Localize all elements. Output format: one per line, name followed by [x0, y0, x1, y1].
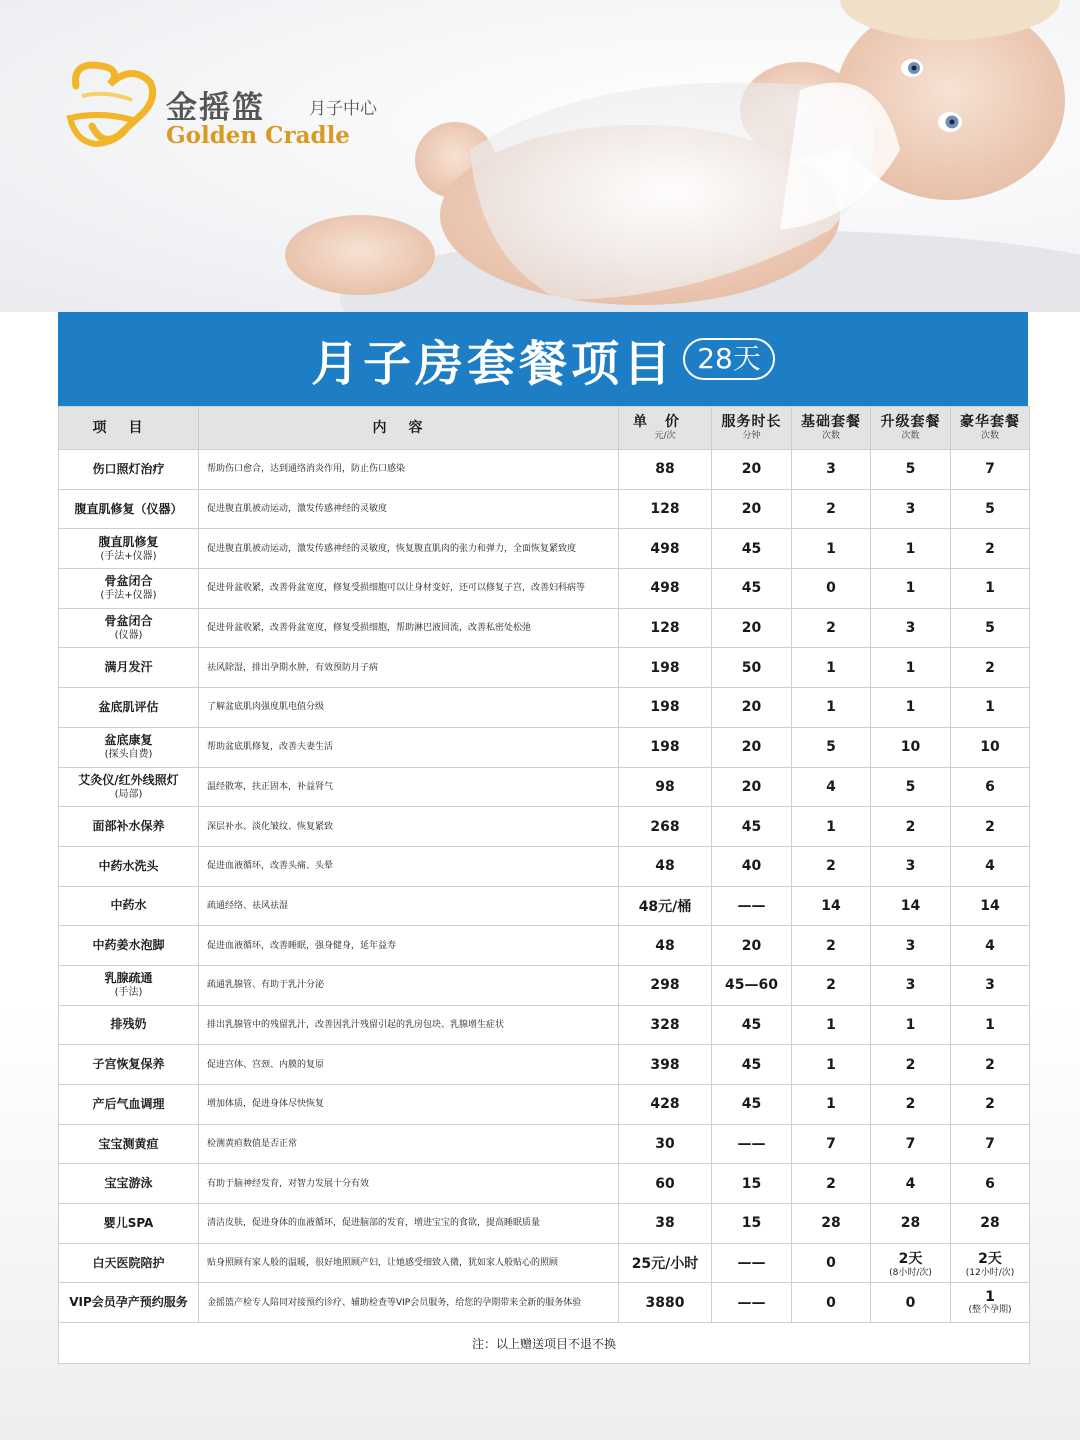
item-price: 198 [619, 648, 712, 688]
item-name: 宝宝游泳 [104, 1176, 153, 1191]
item-name: 中药姜水泡脚 [92, 938, 165, 953]
upgrade-count: 28 [900, 1215, 921, 1232]
item-description: 了解盆底肌肉强度肌电值分级 [199, 688, 619, 728]
item-name: 盆底康复 [104, 733, 153, 748]
item-name-cell [59, 569, 199, 609]
luxury-count-cell [951, 1045, 1030, 1085]
item-name: 满月发汗 [104, 660, 153, 675]
basic-count: 1 [826, 540, 836, 557]
item-price: 198 [619, 688, 712, 728]
upgrade-count-note: (8小时/次) [889, 1267, 932, 1278]
item-price: 128 [619, 608, 712, 648]
luxury-count-cell [951, 767, 1030, 807]
upgrade-count: 1 [905, 540, 916, 557]
item-description: 促进腹直肌被动运动，激发传感神经的灵敏度 [199, 489, 619, 529]
basic-count-cell [792, 1005, 871, 1045]
upgrade-count: 3 [905, 858, 916, 875]
table-row [59, 529, 1030, 569]
item-duration: —— [712, 1243, 792, 1283]
item-name-cell [59, 1124, 199, 1164]
item-duration: 45 [712, 569, 792, 609]
table-row [59, 1085, 1030, 1125]
basic-count-cell [792, 807, 871, 847]
item-name: 排残奶 [110, 1017, 147, 1032]
luxury-count: 1 [985, 1289, 995, 1306]
item-name: 艾灸仪/红外线照灯 [78, 772, 179, 787]
luxury-count-cell [951, 450, 1030, 490]
item-name: 婴儿SPA [103, 1215, 154, 1230]
luxury-count-cell [951, 727, 1030, 767]
item-duration: 45 [712, 1005, 792, 1045]
upgrade-count: 2 [905, 818, 916, 835]
item-duration: 20 [712, 767, 792, 807]
item-name: 骨盆闭合 [104, 614, 153, 629]
item-duration: —— [712, 1283, 792, 1323]
header-duration: 服务时长 分钟 [712, 407, 792, 450]
item-price: 38 [619, 1204, 712, 1244]
luxury-count-cell [951, 1124, 1030, 1164]
upgrade-count-cell [871, 965, 951, 1005]
basic-count-cell [792, 926, 871, 966]
luxury-count-cell [951, 846, 1030, 886]
item-duration: 20 [712, 727, 792, 767]
table-row [59, 807, 1030, 847]
item-name-note: (局部) [114, 788, 143, 800]
title-banner [58, 312, 1028, 406]
upgrade-count: 3 [905, 501, 916, 518]
basic-count-cell [792, 489, 871, 529]
logo-name-cn: 金摇篮 [166, 90, 265, 126]
item-description: 祛风除湿，排出孕期水肿，有效预防月子病 [199, 648, 619, 688]
item-price: 328 [619, 1005, 712, 1045]
header-price: 单价 元/次 [619, 407, 712, 450]
item-name-cell [59, 1283, 199, 1323]
item-description: 深层补水、淡化皱纹、恢复紧致 [199, 807, 619, 847]
upgrade-count: 0 [905, 1294, 916, 1311]
item-price: 428 [619, 1085, 712, 1125]
item-duration: 15 [712, 1204, 792, 1244]
basic-count: 2 [826, 937, 836, 954]
item-description: 金摇篮产检专人陪同对接预约诊疗、辅助检查等VIP会员服务，给您的孕期带来全新的服务体验 [199, 1283, 619, 1323]
luxury-count-note: (整个孕期) [968, 1305, 1012, 1316]
item-name-cell [59, 846, 199, 886]
basic-count: 14 [821, 897, 841, 914]
item-name: 白天医院陪护 [92, 1255, 165, 1270]
item-name: 产后气血调理 [92, 1096, 165, 1111]
table-row [59, 926, 1030, 966]
basic-count-cell [792, 1283, 871, 1323]
item-description: 清洁皮肤，促进身体的血液循环，促进脑部的发育，增进宝宝的食欲，提高睡眠质量 [199, 1204, 619, 1244]
basic-count: 1 [826, 1096, 836, 1113]
upgrade-count-cell [871, 648, 951, 688]
table-row [59, 1164, 1030, 1204]
item-name-cell [59, 767, 199, 807]
luxury-count-cell [951, 1283, 1030, 1323]
item-duration: 15 [712, 1164, 792, 1204]
logo-name-en: Golden Cradle [166, 122, 350, 149]
table-row [59, 1045, 1030, 1085]
item-name-cell [59, 965, 199, 1005]
item-duration: 50 [712, 648, 792, 688]
basic-count: 1 [826, 1016, 836, 1033]
basic-count-cell [792, 529, 871, 569]
upgrade-count-cell [871, 1085, 951, 1125]
basic-count: 5 [826, 739, 836, 756]
table-row [59, 846, 1030, 886]
upgrade-count-cell [871, 1243, 951, 1283]
upgrade-count: 3 [905, 620, 916, 637]
upgrade-count: 2天 [898, 1250, 923, 1267]
item-name-cell [59, 608, 199, 648]
upgrade-count-cell [871, 926, 951, 966]
upgrade-count: 5 [905, 461, 916, 478]
basic-count-cell [792, 608, 871, 648]
luxury-count-cell [951, 1164, 1030, 1204]
item-name: 中药水 [110, 898, 147, 913]
luxury-count: 5 [985, 620, 995, 637]
luxury-count: 14 [980, 897, 1000, 914]
luxury-count-cell [951, 926, 1030, 966]
luxury-count-cell [951, 489, 1030, 529]
upgrade-count: 3 [905, 937, 916, 954]
luxury-count-cell [951, 1243, 1030, 1283]
table-row [59, 489, 1030, 529]
upgrade-count-cell [871, 1045, 951, 1085]
basic-count-cell [792, 767, 871, 807]
upgrade-count-cell [871, 529, 951, 569]
table-header [59, 407, 1030, 450]
upgrade-count-cell [871, 1124, 951, 1164]
table-row [59, 1283, 1030, 1323]
table-row [59, 648, 1030, 688]
luxury-count: 28 [980, 1215, 1000, 1232]
header-upgrade: 升级套餐 次数 [871, 407, 951, 450]
item-price: 498 [619, 569, 712, 609]
item-price: 60 [619, 1164, 712, 1204]
header-luxury: 豪华套餐 次数 [951, 407, 1030, 450]
upgrade-count-cell [871, 450, 951, 490]
upgrade-count: 4 [905, 1175, 916, 1192]
basic-count-cell [792, 450, 871, 490]
item-name-cell [59, 886, 199, 926]
item-name-cell [59, 1085, 199, 1125]
item-description: 温经散寒，扶正固本，补益肾气 [199, 767, 619, 807]
item-name-cell [59, 1164, 199, 1204]
luxury-count: 1 [985, 580, 995, 597]
item-duration: —— [712, 1124, 792, 1164]
upgrade-count-cell [871, 767, 951, 807]
header-content: 内容 [199, 407, 619, 450]
table-row [59, 450, 1030, 490]
upgrade-count-cell [871, 608, 951, 648]
basic-count-cell [792, 1204, 871, 1244]
item-duration: 20 [712, 608, 792, 648]
item-name: 面部补水保养 [92, 819, 165, 834]
upgrade-count: 7 [905, 1136, 916, 1153]
item-duration: —— [712, 886, 792, 926]
luxury-count: 2 [985, 659, 995, 676]
upgrade-count: 1 [905, 699, 916, 716]
luxury-count-cell [951, 1204, 1030, 1244]
upgrade-count-cell [871, 807, 951, 847]
item-price: 198 [619, 727, 712, 767]
luxury-count: 2 [985, 1056, 995, 1073]
table-row [59, 886, 1030, 926]
item-name-cell [59, 1243, 199, 1283]
item-price: 398 [619, 1045, 712, 1085]
item-description: 贴身照顾有家人般的温暖，很好地照顾产妇，让她感受细致入微，犹如家人般贴心的照顾 [199, 1243, 619, 1283]
basic-count-cell [792, 688, 871, 728]
item-name-cell [59, 727, 199, 767]
basic-count: 1 [826, 1056, 836, 1073]
basic-count-cell [792, 1124, 871, 1164]
table-row [59, 569, 1030, 609]
item-duration: 20 [712, 688, 792, 728]
item-price: 48 [619, 926, 712, 966]
basic-count-cell [792, 727, 871, 767]
basic-count: 2 [826, 977, 836, 994]
upgrade-count-cell [871, 489, 951, 529]
upgrade-count: 10 [900, 739, 921, 756]
cradle-logo-icon [62, 56, 162, 156]
item-duration: 45 [712, 1045, 792, 1085]
basic-count: 2 [826, 620, 836, 637]
basic-count: 2 [826, 501, 836, 518]
item-description: 促进血液循环，改善睡眠，强身健身，延年益寿 [199, 926, 619, 966]
item-description: 促进腹直肌被动运动，激发传感神经的灵敏度，恢复腹直肌肉的张力和弹力，全面恢复紧致度 [199, 529, 619, 569]
item-name-note: (手法+仪器) [100, 550, 157, 562]
basic-count: 2 [826, 858, 836, 875]
luxury-count-cell [951, 569, 1030, 609]
item-name: 中药水洗头 [98, 858, 159, 873]
luxury-count-cell [951, 1005, 1030, 1045]
table-body [59, 450, 1030, 1323]
luxury-count-cell [951, 688, 1030, 728]
basic-count-cell [792, 1045, 871, 1085]
item-name: 伤口照灯治疗 [92, 461, 165, 476]
luxury-count: 7 [985, 461, 995, 478]
item-description: 促进血液循环，改善头痛、头晕 [199, 846, 619, 886]
item-duration: 40 [712, 846, 792, 886]
upgrade-count-cell [871, 886, 951, 926]
item-description: 有助于脑神经发育，对智力发展十分有效 [199, 1164, 619, 1204]
item-duration: 20 [712, 926, 792, 966]
item-name-cell [59, 648, 199, 688]
item-name: 腹直肌修复（仪器） [74, 501, 183, 516]
luxury-count: 6 [985, 778, 995, 795]
item-description: 增加体质，促进身体尽快恢复 [199, 1085, 619, 1125]
luxury-count: 3 [985, 977, 995, 994]
basic-count-cell [792, 1164, 871, 1204]
luxury-count-cell [951, 807, 1030, 847]
table-note: 注：以上赠送项目不退不换 [59, 1323, 1030, 1364]
item-name: 宝宝测黄疸 [98, 1136, 159, 1151]
item-description: 疏通经络、祛风祛湿 [199, 886, 619, 926]
upgrade-count: 3 [905, 977, 916, 994]
item-price: 48 [619, 846, 712, 886]
item-description: 帮助盆底肌修复，改善夫妻生活 [199, 727, 619, 767]
luxury-count-cell [951, 1085, 1030, 1125]
upgrade-count-cell [871, 1204, 951, 1244]
basic-count: 4 [826, 778, 836, 795]
item-name-cell [59, 1204, 199, 1244]
luxury-count-cell [951, 608, 1030, 648]
luxury-count: 2 [985, 818, 995, 835]
item-name: VIP会员孕产预约服务 [69, 1295, 188, 1310]
luxury-count-cell [951, 886, 1030, 926]
luxury-count: 4 [985, 937, 995, 954]
item-name: 子宫恢复保养 [92, 1057, 165, 1072]
item-name-note: (手法) [114, 987, 143, 999]
table-row [59, 608, 1030, 648]
item-duration: 45 [712, 807, 792, 847]
upgrade-count: 1 [905, 659, 916, 676]
luxury-count: 6 [985, 1175, 995, 1192]
item-name-note: (手法+仪器) [100, 590, 157, 602]
upgrade-count: 2 [905, 1056, 916, 1073]
item-price: 3880 [619, 1283, 712, 1323]
item-duration: 20 [712, 489, 792, 529]
package-table [58, 406, 1030, 1364]
item-price: 128 [619, 489, 712, 529]
upgrade-count-cell [871, 727, 951, 767]
page-title: 月子房套餐项目 [311, 335, 676, 392]
item-name: 腹直肌修复 [98, 534, 159, 549]
item-description: 排出乳腺管中的残留乳汁，改善因乳汁残留引起的乳房包块、乳腺增生症状 [199, 1005, 619, 1045]
duration-badge: 28天 [683, 338, 775, 380]
item-description: 检测黄疸数值是否正常 [199, 1124, 619, 1164]
item-price: 25元/小时 [619, 1243, 712, 1283]
table-row [59, 727, 1030, 767]
luxury-count-note: (12小时/次) [965, 1267, 1015, 1278]
luxury-count: 7 [985, 1136, 995, 1153]
basic-count: 0 [826, 1294, 836, 1311]
basic-count: 1 [826, 659, 836, 676]
item-name-cell [59, 926, 199, 966]
table-row [59, 1243, 1030, 1283]
basic-count: 2 [826, 1175, 836, 1192]
luxury-count-cell [951, 648, 1030, 688]
basic-count-cell [792, 1085, 871, 1125]
baby-photo [0, 0, 1080, 312]
logo-subtitle: 月子中心 [309, 99, 377, 119]
luxury-count: 2天 [978, 1250, 1002, 1267]
luxury-count: 5 [985, 501, 995, 518]
luxury-count: 1 [985, 699, 995, 716]
hero-banner [0, 0, 1080, 312]
basic-count-cell [792, 846, 871, 886]
upgrade-count-cell [871, 1005, 951, 1045]
item-price: 298 [619, 965, 712, 1005]
basic-count: 0 [826, 580, 836, 597]
header-basic: 基础套餐 次数 [792, 407, 871, 450]
item-name-cell [59, 529, 199, 569]
item-name: 乳腺疏通 [104, 971, 153, 986]
upgrade-count-cell [871, 1283, 951, 1323]
luxury-count: 2 [985, 540, 995, 557]
item-description: 疏通乳腺管、有助于乳汁分泌 [199, 965, 619, 1005]
item-price: 98 [619, 767, 712, 807]
basic-count-cell [792, 886, 871, 926]
table-row [59, 767, 1030, 807]
table-row [59, 1124, 1030, 1164]
header-item: 项目 [59, 407, 199, 450]
item-description: 帮助伤口愈合，达到通络消炎作用，防止伤口感染 [199, 450, 619, 490]
upgrade-count: 1 [905, 1016, 916, 1033]
item-name-cell [59, 807, 199, 847]
item-name-cell [59, 450, 199, 490]
upgrade-count-cell [871, 846, 951, 886]
upgrade-count-cell [871, 688, 951, 728]
item-price: 48元/桶 [619, 886, 712, 926]
basic-count-cell [792, 965, 871, 1005]
item-name: 盆底肌评估 [98, 699, 159, 714]
basic-count: 7 [826, 1136, 836, 1153]
luxury-count: 10 [980, 739, 1000, 756]
upgrade-count: 2 [905, 1096, 916, 1113]
item-duration: 20 [712, 450, 792, 490]
basic-count: 28 [821, 1215, 841, 1232]
basic-count: 0 [826, 1255, 836, 1272]
luxury-count-cell [951, 529, 1030, 569]
upgrade-count-cell [871, 1164, 951, 1204]
item-price: 30 [619, 1124, 712, 1164]
item-price: 498 [619, 529, 712, 569]
table-row [59, 1204, 1030, 1244]
basic-count: 3 [826, 461, 836, 478]
item-name-cell [59, 688, 199, 728]
luxury-count-cell [951, 965, 1030, 1005]
upgrade-count: 5 [905, 778, 916, 795]
item-name-cell [59, 489, 199, 529]
item-description: 促进骨盆收紧，改善骨盆宽度，修复受损细胞，帮助淋巴液回流，改善私密处松弛 [199, 608, 619, 648]
table-row [59, 965, 1030, 1005]
basic-count-cell [792, 569, 871, 609]
item-duration: 45 [712, 1085, 792, 1125]
luxury-count: 4 [985, 858, 995, 875]
upgrade-count-cell [871, 569, 951, 609]
item-name-note: (仪器) [114, 630, 143, 642]
item-duration: 45—60 [712, 965, 792, 1005]
item-description: 促进骨盆收紧，改善骨盆宽度，修复受损细胞可以让身材变好，还可以修复子宫，改善妇科病等 [199, 569, 619, 609]
item-name-cell [59, 1005, 199, 1045]
upgrade-count: 14 [900, 897, 921, 914]
item-price: 268 [619, 807, 712, 847]
item-description: 促进宫体、宫颈、内膜的复原 [199, 1045, 619, 1085]
table-row [59, 1005, 1030, 1045]
basic-count: 1 [826, 818, 836, 835]
item-duration: 45 [712, 529, 792, 569]
upgrade-count: 1 [905, 580, 916, 597]
item-name-note: (探头自费) [104, 749, 153, 761]
note-row [59, 1323, 1030, 1364]
luxury-count: 1 [985, 1016, 995, 1033]
golden-cradle-logo [62, 56, 377, 156]
basic-count: 1 [826, 699, 836, 716]
basic-count-cell [792, 1243, 871, 1283]
item-price: 88 [619, 450, 712, 490]
luxury-count: 2 [985, 1096, 995, 1113]
basic-count-cell [792, 648, 871, 688]
item-name-cell [59, 1045, 199, 1085]
table-row [59, 688, 1030, 728]
item-name: 骨盆闭合 [104, 574, 153, 589]
